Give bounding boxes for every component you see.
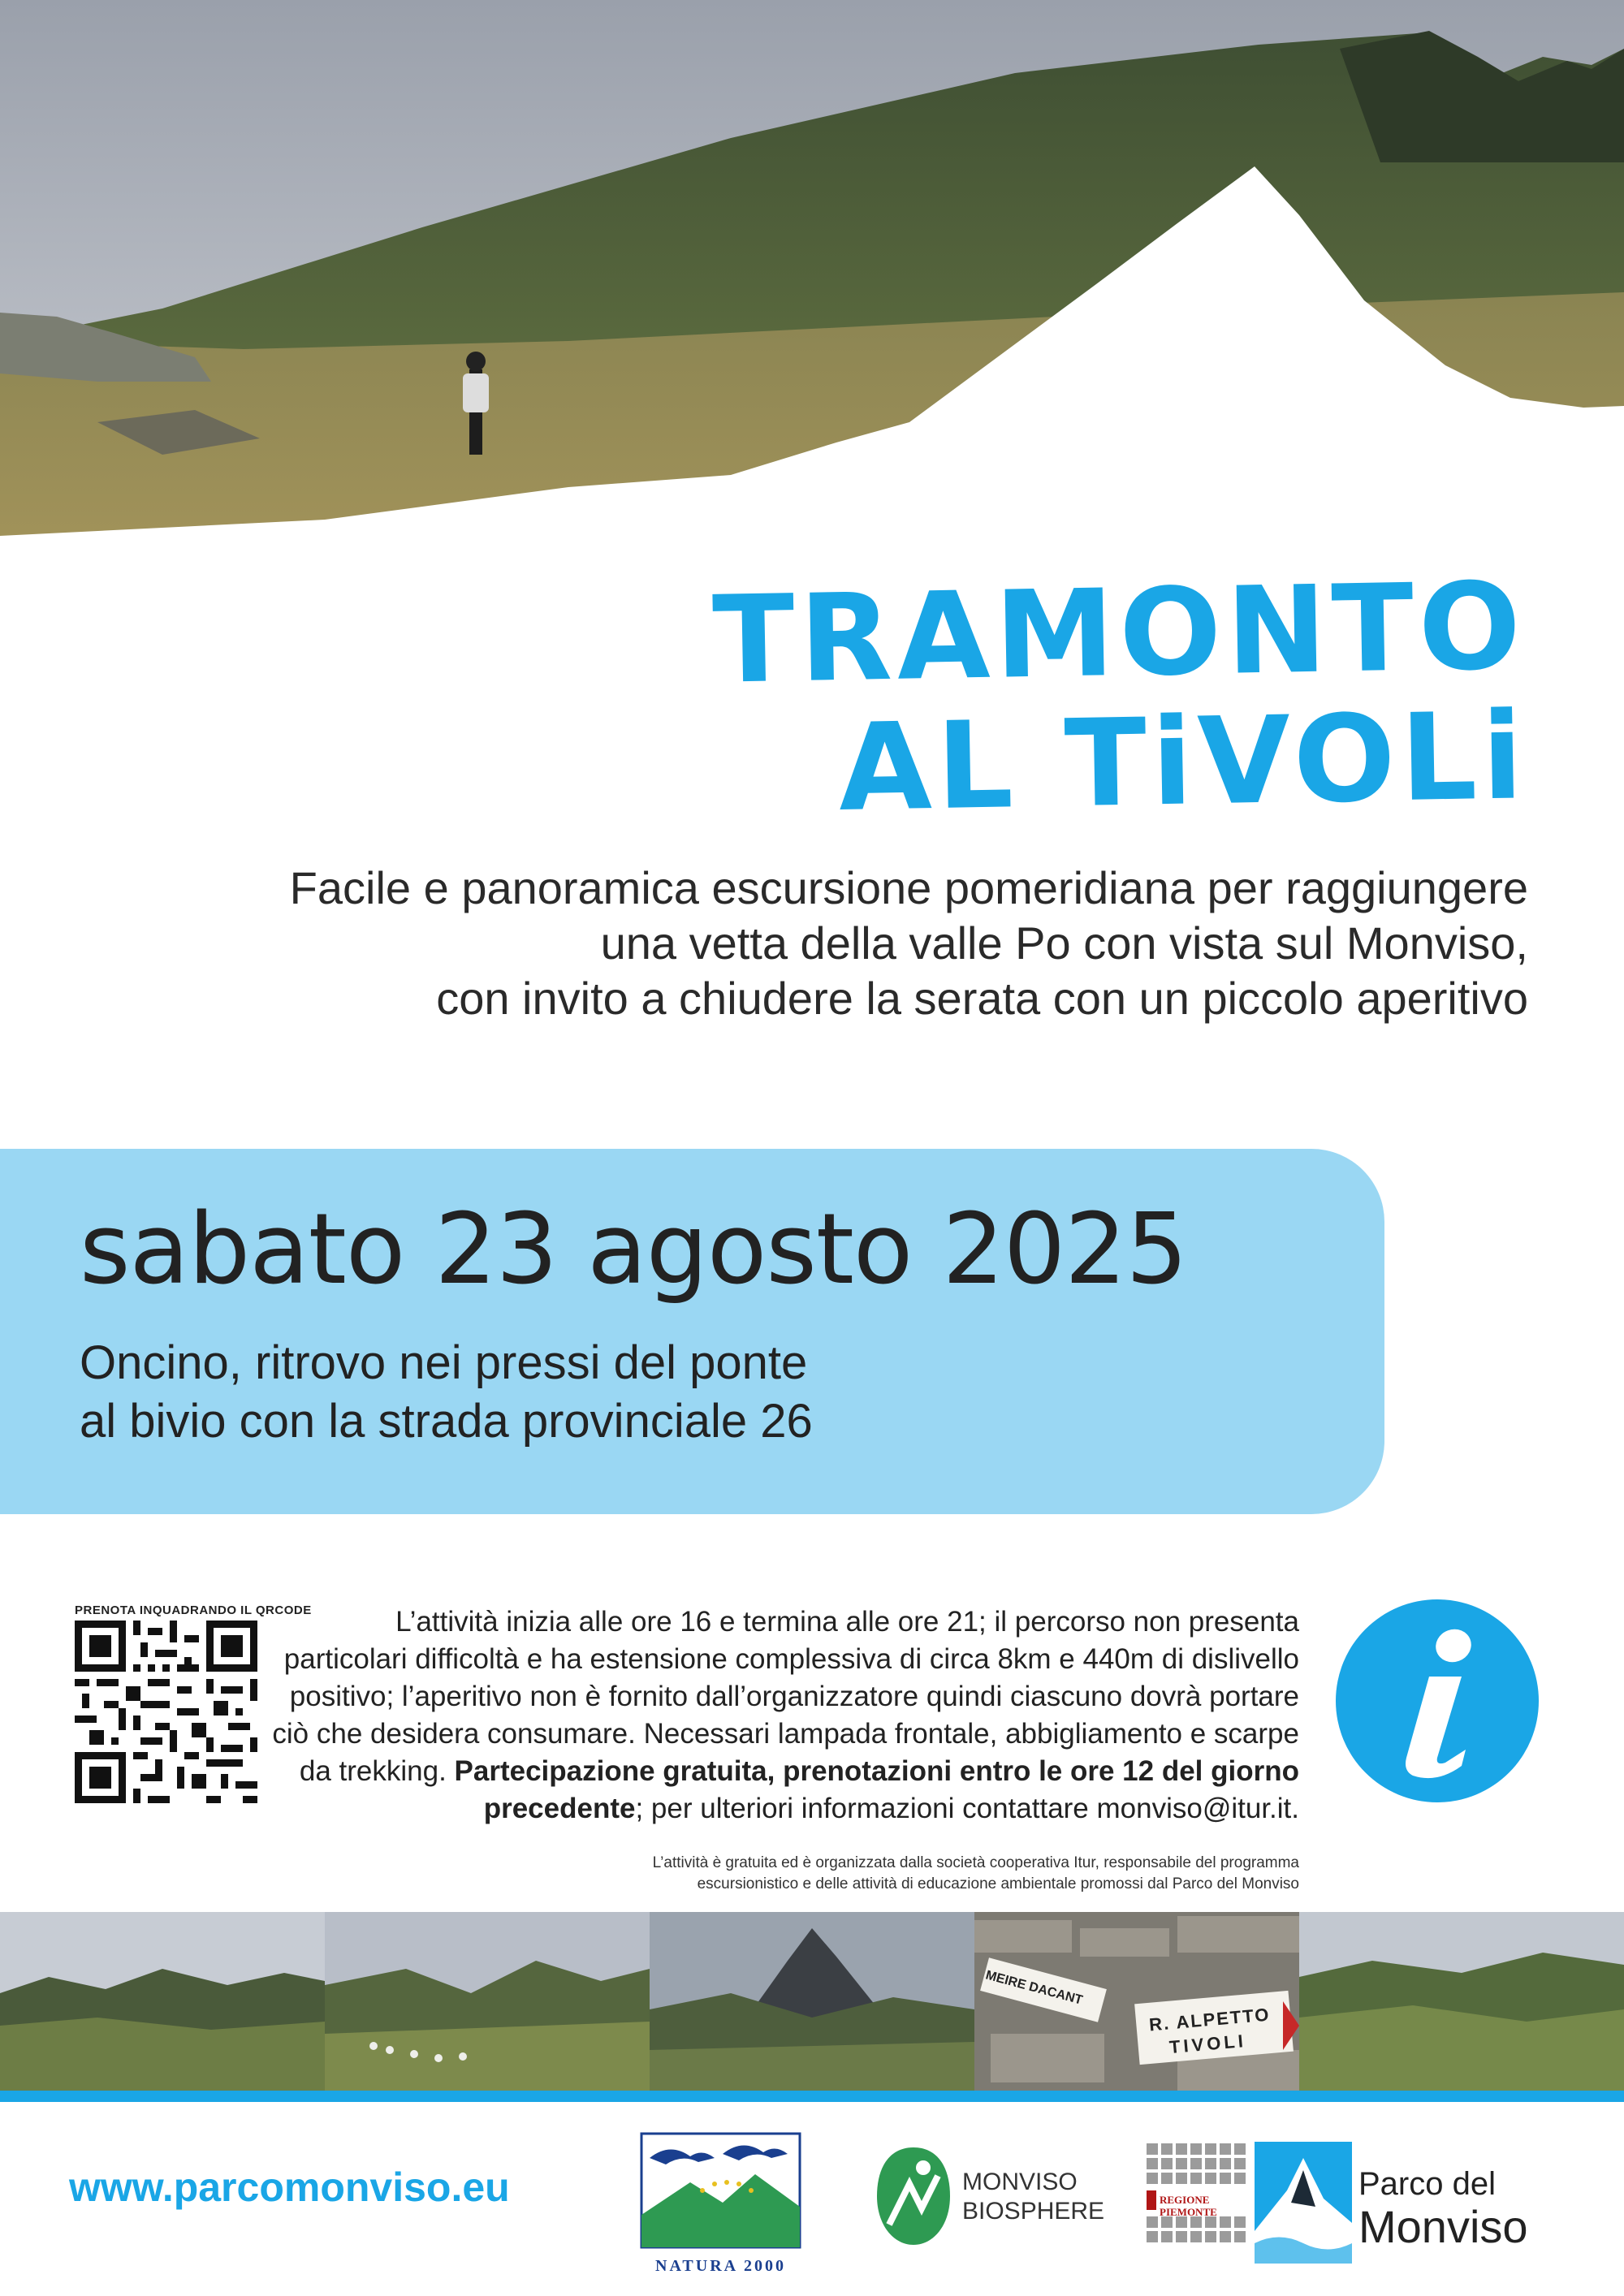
photo-sheep-pasture [325, 1912, 650, 2091]
photo-monviso-peak [650, 1912, 974, 2091]
info-icon [1332, 1595, 1543, 1806]
qr-block [75, 1603, 312, 1807]
biosphere-label [962, 2168, 1104, 2226]
title-line-2: AL TiVOLi [837, 686, 1529, 839]
monviso-biosphere-logo [873, 2143, 1108, 2257]
meeting-place-line-1: Oncino, ritrovo nei pressi del ponte [80, 1336, 808, 1389]
biosphere-label-line-1: MONVISO [962, 2169, 1078, 2195]
regione-label-line-1: REGIONE [1160, 2194, 1210, 2206]
event-title [710, 556, 1529, 839]
qr-code[interactable] [75, 1621, 257, 1803]
organizer-note-line-2: escursionistico e delle attività di educazione ambientale promossi dal Parco del Monviso [697, 1875, 1299, 1892]
regione-piemonte-logo [1147, 2143, 1252, 2257]
parco-monviso-logo [1255, 2142, 1547, 2264]
event-description [67, 861, 1528, 1026]
meeting-place-line-2: al bivio con la strada provinciale 26 [80, 1395, 813, 1448]
organizer-note-line-1: L’attività è gratuita ed è organizzata dalla società cooperativa Itur, responsabile del programma [652, 1854, 1299, 1871]
info-contact: ; per ulteriori informazioni contattare monviso@itur.it. [635, 1793, 1299, 1824]
info-booking-highlight: Partecipazione gratuita, prenotazioni entro le ore 12 del giorno precedente [454, 1755, 1299, 1824]
date-band [0, 1149, 1384, 1514]
organizer-note [487, 1853, 1299, 1895]
website-link[interactable]: www.parcomonviso.eu [69, 2164, 510, 2210]
photo-trail-signs [974, 1912, 1299, 2091]
event-date: sabato 23 agosto 2025 [80, 1193, 1187, 1306]
description-line-3: con invito a chiudere la serata con un piccolo aperitivo [436, 973, 1528, 1024]
qr-caption: PRENOTA INQUADRANDO IL QRCODE [75, 1603, 312, 1617]
parco-label-line-1: Parco del [1358, 2166, 1496, 2202]
sign-tivoli: TIVOLI [1168, 2030, 1247, 2058]
sign-meire-dacant: MEIRE DACANT [984, 1968, 1084, 2008]
info-text: L’attività inizia alle ore 16 e termina alle ore 21; il percorso non presenta particolari difficoltà e ha estensione complessiva di circa 8km e 440m di dislivello positivo; l’aperitivo non è fornito dall’organizzatore quindi ciascuno dovrà portare ciò che desidera consumare. Necessari lampada frontale, abbigliamento e scarpe da trekking. [272, 1606, 1299, 1787]
natura2000-logo [633, 2126, 808, 2276]
sign-alpetto: R. ALPETTO [1148, 2004, 1272, 2035]
natura2000-label: NATURA 2000 [655, 2257, 786, 2275]
divider-line [0, 2091, 1624, 2102]
description-line-2: una vetta della valle Po con vista sul Monviso, [600, 917, 1528, 969]
activity-info [268, 1603, 1299, 1828]
meeting-place [80, 1334, 813, 1451]
photo-mountain-ridge [0, 1912, 325, 2091]
description-line-1: Facile e panoramica escursione pomeridiana per raggiungere [289, 862, 1528, 913]
hero-photo [0, 0, 1624, 552]
photo-green-valley [1299, 1912, 1624, 2091]
parco-label-line-2: Monviso [1358, 2201, 1528, 2252]
biosphere-label-line-2: BIOSPHERE [962, 2198, 1105, 2225]
title-line-1: TRAMONTO [710, 556, 1527, 710]
photo-strip [0, 1912, 1624, 2091]
regione-label-line-2: PIEMONTE [1160, 2206, 1217, 2218]
regione-label [1160, 2194, 1217, 2218]
